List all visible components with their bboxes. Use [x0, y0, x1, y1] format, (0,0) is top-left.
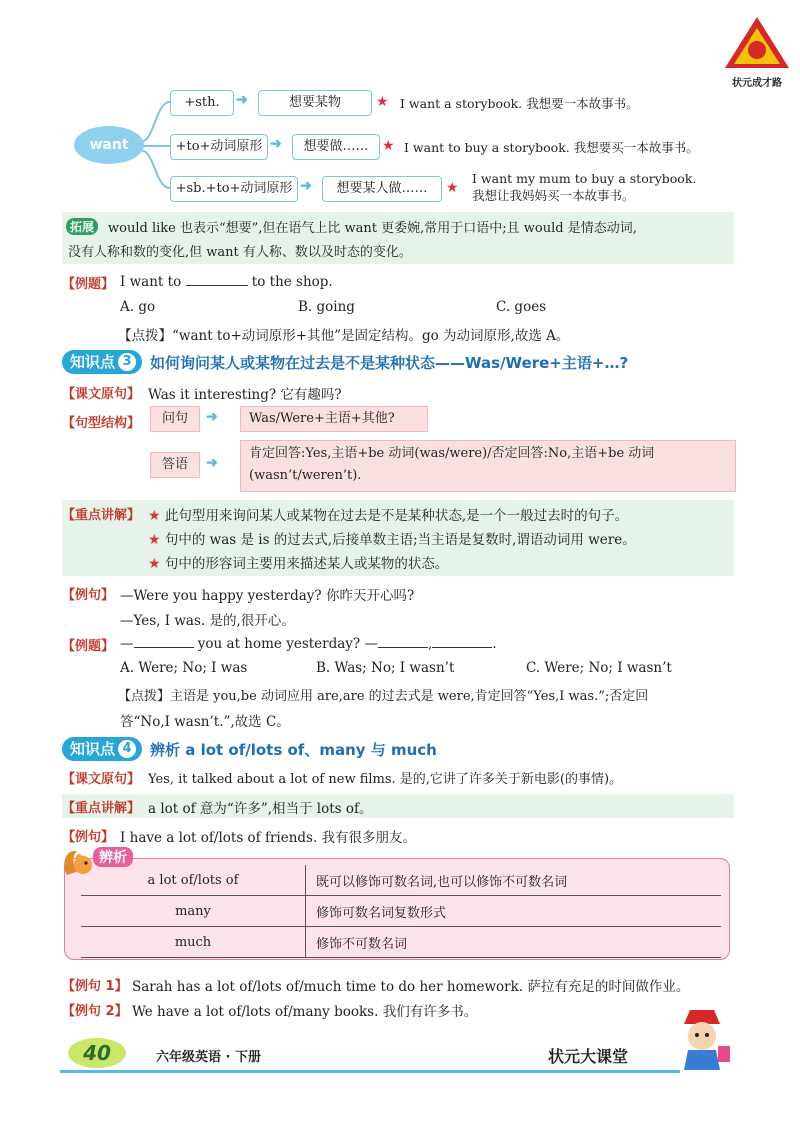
want-mindmap: [70, 82, 720, 210]
kp3-exercise-label: 【例题】: [62, 639, 115, 654]
table-row: [81, 927, 721, 958]
kp3-focus-label: 【重点讲解】: [62, 508, 141, 523]
arrow-icon: ➜: [270, 136, 282, 152]
compare-usage: 修饰可数名词复数形式: [306, 896, 722, 927]
kp3-point-1: ★ 此句型用来询问某人或某物在过去是不是某种状态,是一个一般过去时的句子。: [148, 508, 629, 524]
exercise-1-hint: 【点拨】“want to+动词原形+其他”是固定结构。go 为动词原形,故选 A。: [118, 328, 570, 344]
kp4-example-text: I have a lot of/lots of friends. 我有很多朋友。: [120, 830, 417, 846]
compare-label: 辨析: [93, 847, 133, 867]
extension-line-1: would like 也表示“想要”,但在语气上比 want 更委婉,常用于口语中;且 would 是情态动词,: [108, 221, 637, 236]
kp3-point-2: ★ 句中的 was 是 is 的过去式,后接单数主语;当主语是复数时,谓语动词用 were。: [148, 532, 636, 548]
footer-line: [60, 1070, 680, 1073]
kp4-example-2-label: 【例句 2】: [62, 1004, 128, 1019]
extension-box: [62, 212, 734, 264]
kp3-example-line-1: —Were you happy yesterday? 你昨天开心吗?: [120, 588, 415, 604]
table-row: [81, 896, 721, 927]
kp3-badge: 知识点 3: [62, 350, 142, 374]
branch-meaning-1: 想要某物: [258, 90, 372, 116]
extension-line-2: 没有人称和数的变化,但 want 有人称、数以及时态的变化。: [68, 245, 412, 260]
logo-text: 状元成才路: [732, 78, 782, 89]
series-title: 状元大课堂: [548, 1047, 629, 1066]
kp4-header: [62, 737, 437, 761]
star-icon: ★: [376, 94, 389, 110]
star-icon: ★: [148, 532, 161, 548]
kp3-source-text: Was it interesting? 它有趣吗?: [148, 387, 342, 403]
kp3-exercise-question: — you at home yesterday? — , .: [120, 636, 497, 652]
kp4-title: 辨析 a lot of/lots of、many 与 much: [150, 740, 437, 759]
arrow-icon: ➜: [236, 92, 248, 108]
question-tag: 问句: [150, 406, 200, 432]
branch-pattern-3: +sb.+to+动词原形: [170, 176, 298, 202]
kp3-hint-line-1: 【点拨】主语是 you,be 动词应用 are,are 的过去式是 were,肯定回答“Yes,I was.”;否定回: [118, 689, 649, 704]
kp4-example-1-label: 【例句 1】: [62, 979, 128, 994]
compare-box: [64, 850, 730, 960]
kp3-example-label: 【例句】: [62, 588, 115, 603]
branch-example-2: I want to buy a storybook. 我想要买一本故事书。: [404, 140, 699, 155]
kp4-focus-box: [62, 794, 734, 818]
compare-word: a lot of/lots of: [81, 865, 306, 896]
kp3-option-b: B. Was; No; I wasn’t: [316, 660, 455, 676]
book-title: 六年级英语 · 下册: [156, 1050, 261, 1065]
branch-example-3: I want my mum to buy a storybook. 我想让我妈妈买一本故事书。: [472, 171, 697, 203]
exercise-1-option-b: B. going: [298, 299, 355, 315]
branch-pattern-1: +sth.: [170, 90, 234, 116]
mindmap-root: [74, 126, 144, 164]
kp3-hint-line-2: 答“No,I wasn’t.”,故选 C。: [120, 714, 290, 730]
star-icon: ★: [148, 556, 161, 572]
compare-usage: 既可以修饰可数名词,也可以修饰不可数名词: [306, 865, 722, 896]
kp4-focus-text: a lot of 意为“许多”,相当于 lots of。: [148, 801, 373, 817]
mindmap-root-label: want: [89, 137, 129, 153]
page-footer: [60, 1036, 740, 1076]
star-icon: ★: [148, 508, 161, 524]
branch-pattern-2: +to+动词原形: [170, 134, 268, 160]
arrow-icon: ➜: [206, 455, 218, 471]
exercise-1-question: I want to to the shop.: [120, 274, 333, 290]
compare-usage: 修饰不可数名词: [306, 927, 722, 958]
extension-label: 拓展: [66, 218, 98, 235]
arrow-icon: ➜: [206, 409, 218, 425]
page-number: 40: [68, 1038, 126, 1068]
brand-logo: [722, 14, 792, 89]
kp3-option-c: C. Were; No; I wasn’t: [526, 660, 672, 676]
compare-word: many: [81, 896, 306, 927]
kp3-point-3: ★ 句中的形容词主要用来描述某人或某物的状态。: [148, 556, 449, 572]
table-row: [81, 865, 721, 896]
kp3-source-label: 【课文原句】: [62, 387, 141, 402]
logo-icon: [722, 14, 792, 72]
kp3-header: [62, 350, 628, 374]
kp4-badge: 知识点 4: [62, 737, 142, 761]
branch-example-1: I want a storybook. 我想要一本故事书。: [400, 96, 639, 111]
compare-table: [81, 865, 721, 958]
answer-blank: [378, 635, 428, 648]
answer-tag: 答语: [150, 452, 200, 478]
branch-meaning-2: 想要做……: [292, 134, 380, 160]
kp4-example-1-text: Sarah has a lot of/lots of/much time to do her homework. 萨拉有充足的时间做作业。: [132, 979, 690, 995]
exercise-1-label: 【例题】: [62, 277, 115, 292]
star-icon: ★: [382, 138, 395, 154]
answer-structure: 肯定回答:Yes,主语+be 动词(was/were)/否定回答:No,主语+be 动词 (wasn’t/weren’t).: [240, 440, 736, 492]
star-icon: ★: [446, 180, 459, 196]
kp3-example-line-2: —Yes, I was. 是的,很开心。: [120, 613, 295, 629]
compare-word: much: [81, 927, 306, 958]
exercise-1-option-a: A. go: [120, 299, 156, 315]
kp4-source-text: Yes, it talked about a lot of new films. 是的,它讲了许多关于新电影(的事情)。: [148, 772, 623, 787]
answer-blank: [186, 273, 248, 286]
kp4-example-2-text: We have a lot of/lots of/many books. 我们有许多书。: [132, 1004, 478, 1020]
kp3-option-a: A. Were; No; I was: [120, 660, 248, 676]
kp3-title: 如何询问某人或某物在过去是不是某种状态——Was/Were+主语+…?: [150, 353, 629, 372]
answer-blank: [134, 635, 194, 648]
answer-blank: [432, 635, 492, 648]
kp4-example-label: 【例句】: [62, 830, 115, 845]
branch-meaning-3: 想要某人做……: [322, 176, 442, 202]
kp4-focus-label: 【重点讲解】: [62, 801, 141, 816]
kp3-focus-box: [62, 500, 734, 576]
question-structure: Was/Were+主语+其他?: [240, 406, 428, 432]
mascot-icon: [670, 1006, 734, 1074]
arrow-icon: ➜: [300, 178, 312, 194]
kp3-structure-label: 【句型结构】: [62, 416, 141, 431]
kp4-source-label: 【课文原句】: [62, 772, 141, 787]
exercise-1-option-c: C. goes: [496, 299, 547, 315]
